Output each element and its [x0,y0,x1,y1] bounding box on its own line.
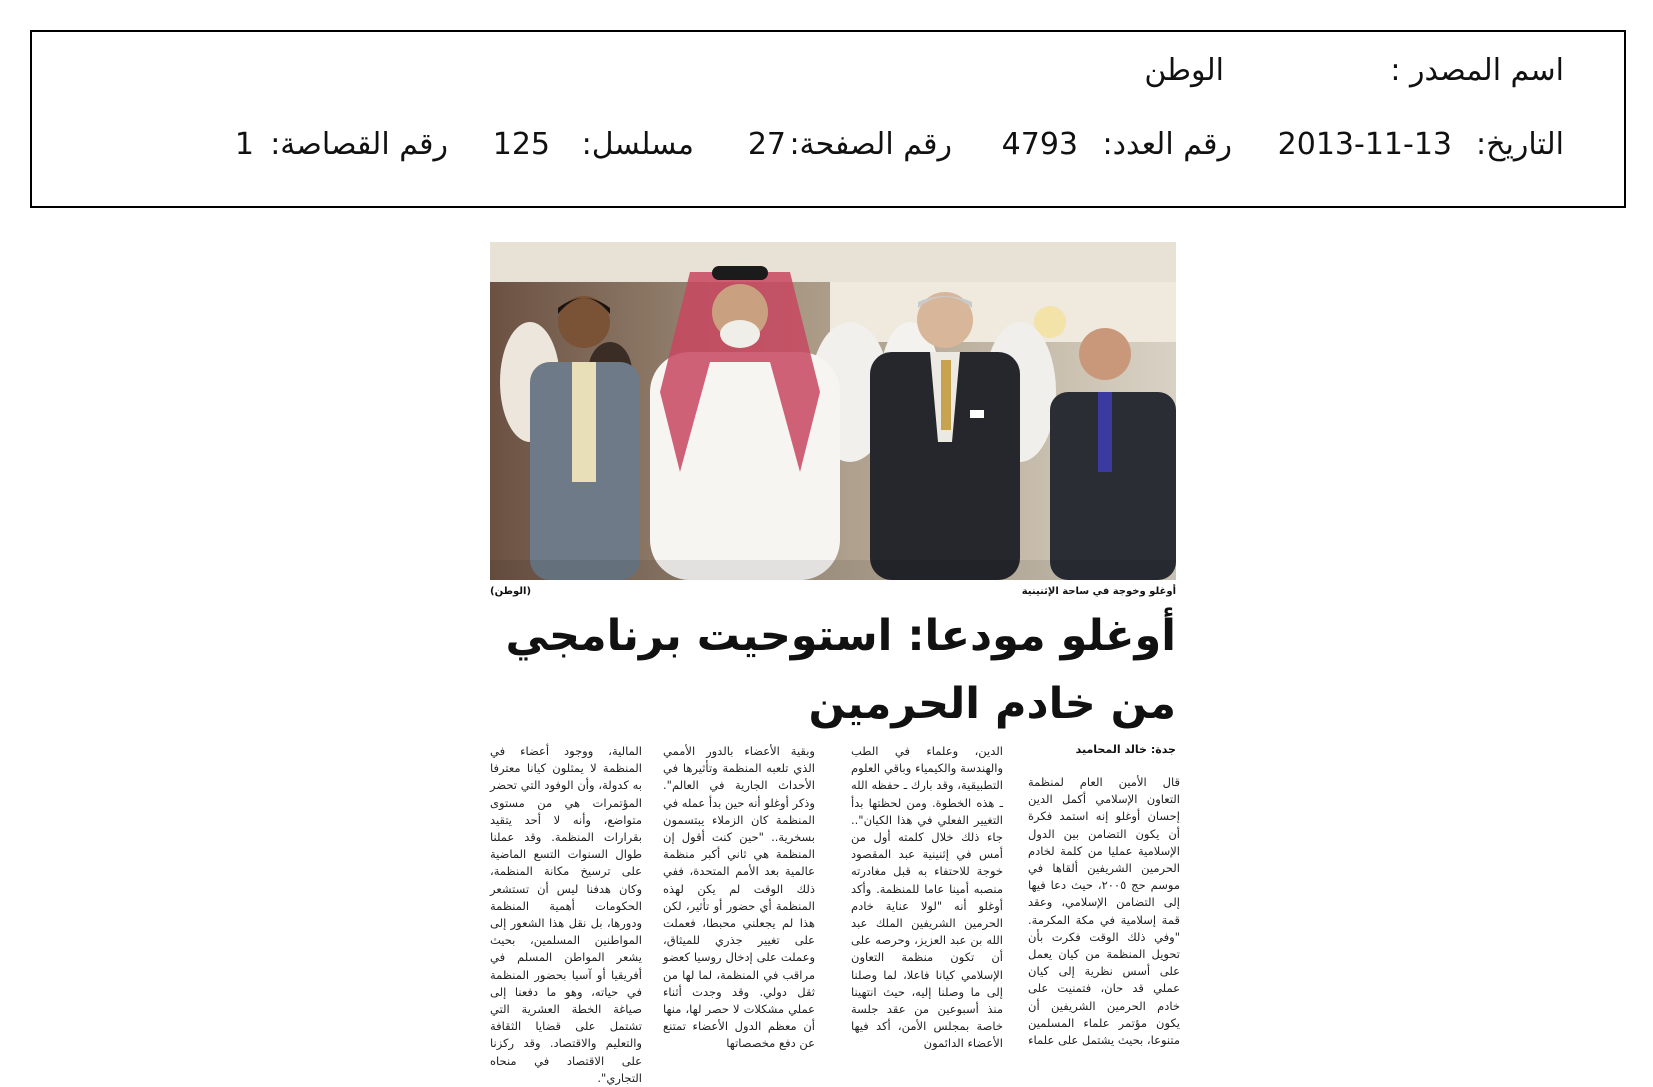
issue-label: رقم العدد: [1102,127,1232,162]
column-1-text: قال الأمين العام لمنظمة التعاون الإسلامي أكمل الدين إحسان أوغلو إنه استمد فكرة أن يكون التضامن بين الدول الإسلامية عمليا من كلمة لخادم الحرمين الشريفين ألقاها في موسم حج ٢٠٠٥، حيث دعا فيها إلى التضامن الإسلامي، وعقد قمة إسلامية في مكة المكرمة. "وفي ذلك الوقت فكرت بأن تحويل المنظمة من كيان يعمل على أسس نظرية إلى كيان عملي قد حان، فتمنيت على خادم الحرمين الشريفين أن يكون مؤتمر علماء المسلمين متنوعا، بحيث يشتمل على علماء [1028,775,1181,1048]
page-value: 27 [747,127,786,162]
clip-label: رقم القصاصة: [270,127,448,162]
serial-value: 125 [492,127,550,162]
article-column-3 [663,743,815,1051]
source-label: اسم المصدر : [1390,53,1564,88]
column-4-text: المالية، ووجود أعضاء في المنظمة لا يمثلون كيانا معترفا به كدولة، وأن الوفود التي تحضر المؤتمرات هي من مستوى متواضع، وأنه لا أحد يتقيد بقرارات المنظمة. وقد عملنا طوال السنوات التسع الماضية على ترسيخ مكانة المنظمة، وكان هدفنا ليس أن تستشعر الحكومات أهمية المنظمة ودورها، بل نقل هذا الشعور إلى المواطنين المسلمين، بحيث يشعر المواطن المسلم في أفريقيا أو آسيا بحضور المنظمة في حياته، وهو ما دفعنا إلى صياغة الخطة العشرية التي تشتمل على قضايا الثقافة والتعليم والاقتصاد. وقد ركزنا على الاقتصاد في منحاه التجاري". [490,744,642,1085]
photo-credit: (الوطن) [490,586,532,597]
issue-value: 4793 [1001,127,1078,162]
byline: جدة: خالد المحاميد [1075,743,1176,756]
article-column-2 [851,743,1003,1051]
article-photo [490,242,1176,580]
page-label: رقم الصفحة: [789,127,952,162]
date-value: 2013-11-13 [1277,127,1452,162]
newspaper-clipping [468,238,1182,1085]
headline-line-1: أوغلو مودعا: استوحيت برنامجي [505,611,1176,661]
clip-value: 1 [234,127,254,162]
metadata-box [30,30,1626,208]
article-column-1 [1028,774,1181,1048]
source-value: الوطن [1144,53,1224,88]
photo-caption: أوغلو وخوجة في ساحة الإثنينية [1021,586,1176,597]
headline-line-2: من خادم الحرمين [808,679,1176,729]
column-2-text: الدين، وعلماء في الطب والهندسة والكيمياء وباقي العلوم التطبيقية، وقد بارك ـ حفظه الله ـ هذه الخطوة. ومن لحظتها بدأ التغيير الفعلي في هذا الكيان".. جاء ذلك خلال كلمته أول من أمس في إثنينية عبد المقصود خوجة للاحتفاء به قبل مغادرته منصبه أمينا عاما للمنظمة. وأكد أوغلو أنه "لولا عناية خادم الحرمين الشريفين الملك عبد الله بن عبد العزيز، وحرصه على أن تكون منظمة التعاون الإسلامي كيانا فاعلا، لما وصلنا إلى ما وصلنا إليه، حيث انتهينا منذ أسبوعين من عقد جلسة خاصة بمجلس الأمن، أكد فيها الأعضاء الدائمون [851,744,1003,1051]
date-label: التاريخ: [1476,127,1564,162]
photo-illustration [490,242,1176,580]
column-3-text: وبقية الأعضاء بالدور الأممي الذي تلعبه المنظمة وتأثيرها في الأحداث الجارية في العالم". وذكر أوغلو أنه حين بدأ عمله في المنظمة كان الزملاء يبتسمون بسخرية.. "حين كنت أقول إن المنظمة هي ثاني أكبر منظمة عالمية بعد الأمم المتحدة، ففي ذلك الوقت لم يكن لهذه المنظمة أي حضور أو تأثير، لكن هذا لم يجعلني محبطا، فعملت على تغيير جذري للميثاق، وعملت على إدخال روسيا كعضو مراقب في المنظمة، لما لها من ثقل دولي. وقد وجدت أثناء عملي مشكلات لا حصر لها، منها أن معظم الدول الأعضاء تمتنع عن دفع مخصصاتها [663,744,815,1051]
serial-label: مسلسل: [581,127,694,162]
article-column-4 [490,743,642,1085]
